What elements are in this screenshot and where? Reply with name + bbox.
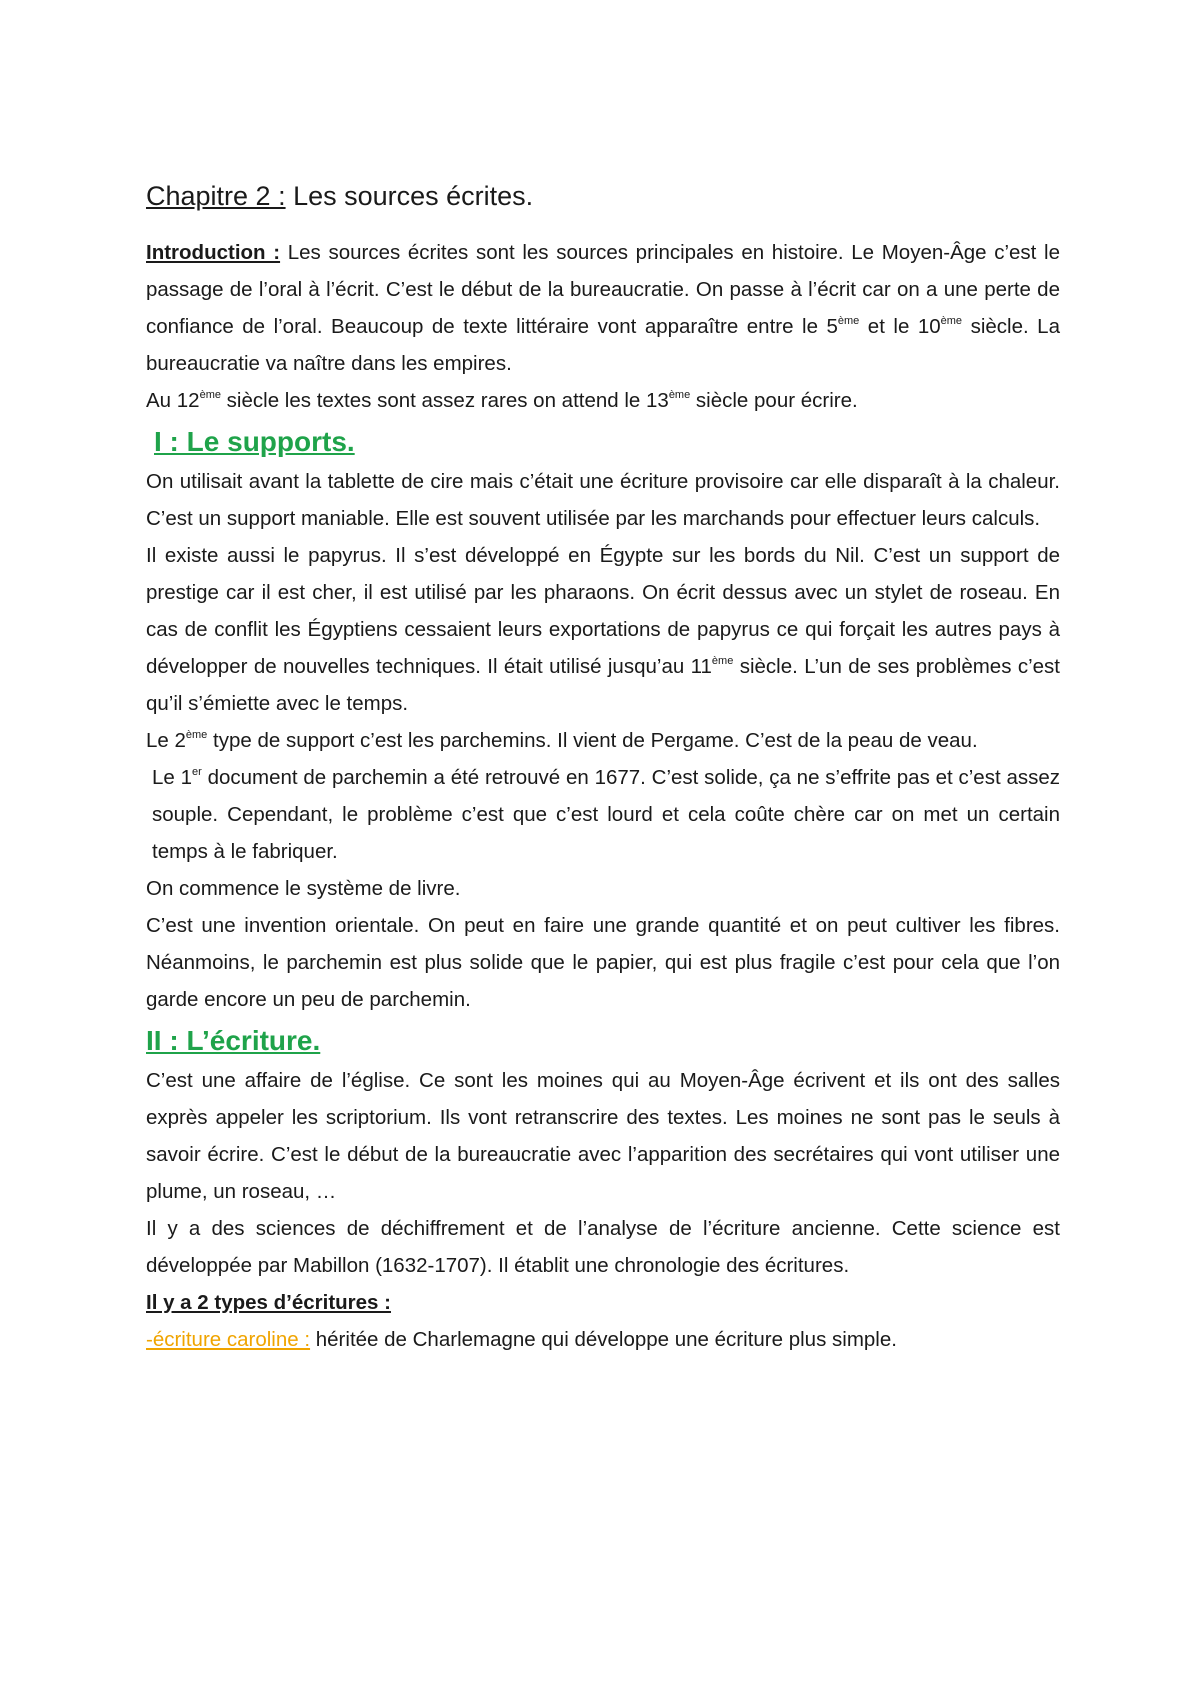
intro-line-2 [146,382,1060,419]
paragraph-text: type de support c’est les parchemins. Il vient de Pergame. C’est de la peau de veau. [207,729,978,752]
paragraph-dechiffrement: Il y a des sciences de déchiffrement et de l’analyse de l’écriture ancienne. Cette science est développée par Mabillon (1632-1707). Il établit une chronologie des écritures. [146,1217,1060,1277]
intro-label: Introduction : [146,241,281,264]
caroline-label: -écriture caroline : [146,1328,311,1351]
intro-text: siècle. La bureaucratie va naître dans les empires. [146,315,1060,375]
paragraph-invention: C’est une invention orientale. On peut en faire une grande quantité et on peut cultiver les fibres. Néanmoins, le parchemin est plus solide que le papier, qui est plus fragile c’est pour cela que l’on garde encore un peu de parchemin. [146,914,1060,1011]
superscript: ème [837,315,860,327]
paragraph-text: document de parchemin a été retrouvé en 1677. C’est solide, ça ne s’effrite pas et c’est assez souple. Cependant, le problème c’est que c’est lourd et cela coûte chère car on met un certain temps à le fabriquer. [152,766,1060,863]
superscript: ème [711,655,734,667]
section-heading-supports: I : Le supports. [154,426,355,457]
intro-text: et le 10 [859,315,941,338]
paragraph-eglise: C’est une affaire de l’église. Ce sont les moines qui au Moyen-Âge écrivent et ils ont des salles exprès appeler les scriptorium. Ils vont retranscrire des textes. Les moines ne sont pas le seuls à savoir écrire. C’est le début de la bureaucratie avec l’apparition des secrétaires qui vont utiliser une plume, un roseau, … [146,1069,1060,1203]
paragraph-tablette: On utilisait avant la tablette de cire mais c’était une écriture provisoire car elle disparaît à la chaleur. C’est un support maniable. Elle est souvent utilisée par les marchands pour effectuer leurs calculs. [146,470,1060,530]
paragraph-text: Le 1 [152,766,192,789]
intro-text: siècle pour écrire. [690,389,858,412]
paragraph-livre: On commence le système de livre. [146,877,461,900]
chapter-title-text: Les sources écrites. [285,181,534,211]
types-label: Il y a 2 types d’écritures : [146,1291,391,1314]
superscript: ème [185,729,208,741]
superscript: ème [940,315,963,327]
chapter-number: Chapitre 2 : [146,181,286,211]
paragraph-text: Le 2 [146,729,186,752]
intro-text: Les sources écrites sont les sources principales en histoire. Le Moyen-Âge c’est le passage de l’oral à l’écrit. C’est le début de la bureaucratie. On passe à l’écrit car on a une perte de confiance de l’oral. Beaucoup de texte littéraire vont apparaître entre le 5 [146,241,1060,338]
superscript: ème [668,389,691,401]
paragraph-text: siècle. L’un de ses problèmes c’est qu’il s’émiette avec le temps. [146,655,1060,715]
paragraph-papyrus [146,537,1060,722]
superscript: ème [199,389,221,401]
superscript: er [192,766,202,778]
intro-text: Au 12 [146,389,200,412]
caroline-text: héritée de Charlemagne qui développe une écriture plus simple. [310,1328,897,1351]
chapter-title [146,176,1060,216]
intro-paragraph [146,234,1060,382]
paragraph-parchemin [146,722,1060,759]
paragraph-text: Il existe aussi le papyrus. Il s’est développé en Égypte sur les bords du Nil. C’est un support de prestige car il est cher, il est utilisé par les pharaons. On écrit dessus avec un stylet de roseau. En cas de conflit les Égyptiens cessaient leurs exportations de papyrus ce qui forçait les autres pays à développer de nouvelles techniques. Il était utilisé jusqu’au 11 [146,544,1060,678]
intro-text: siècle les textes sont assez rares on attend le 13 [220,389,669,412]
paragraph-premier-document [146,759,1060,870]
document-page [146,176,1060,1358]
section-heading-ecriture: II : L’écriture. [146,1025,321,1056]
paragraph-caroline [146,1321,1060,1358]
